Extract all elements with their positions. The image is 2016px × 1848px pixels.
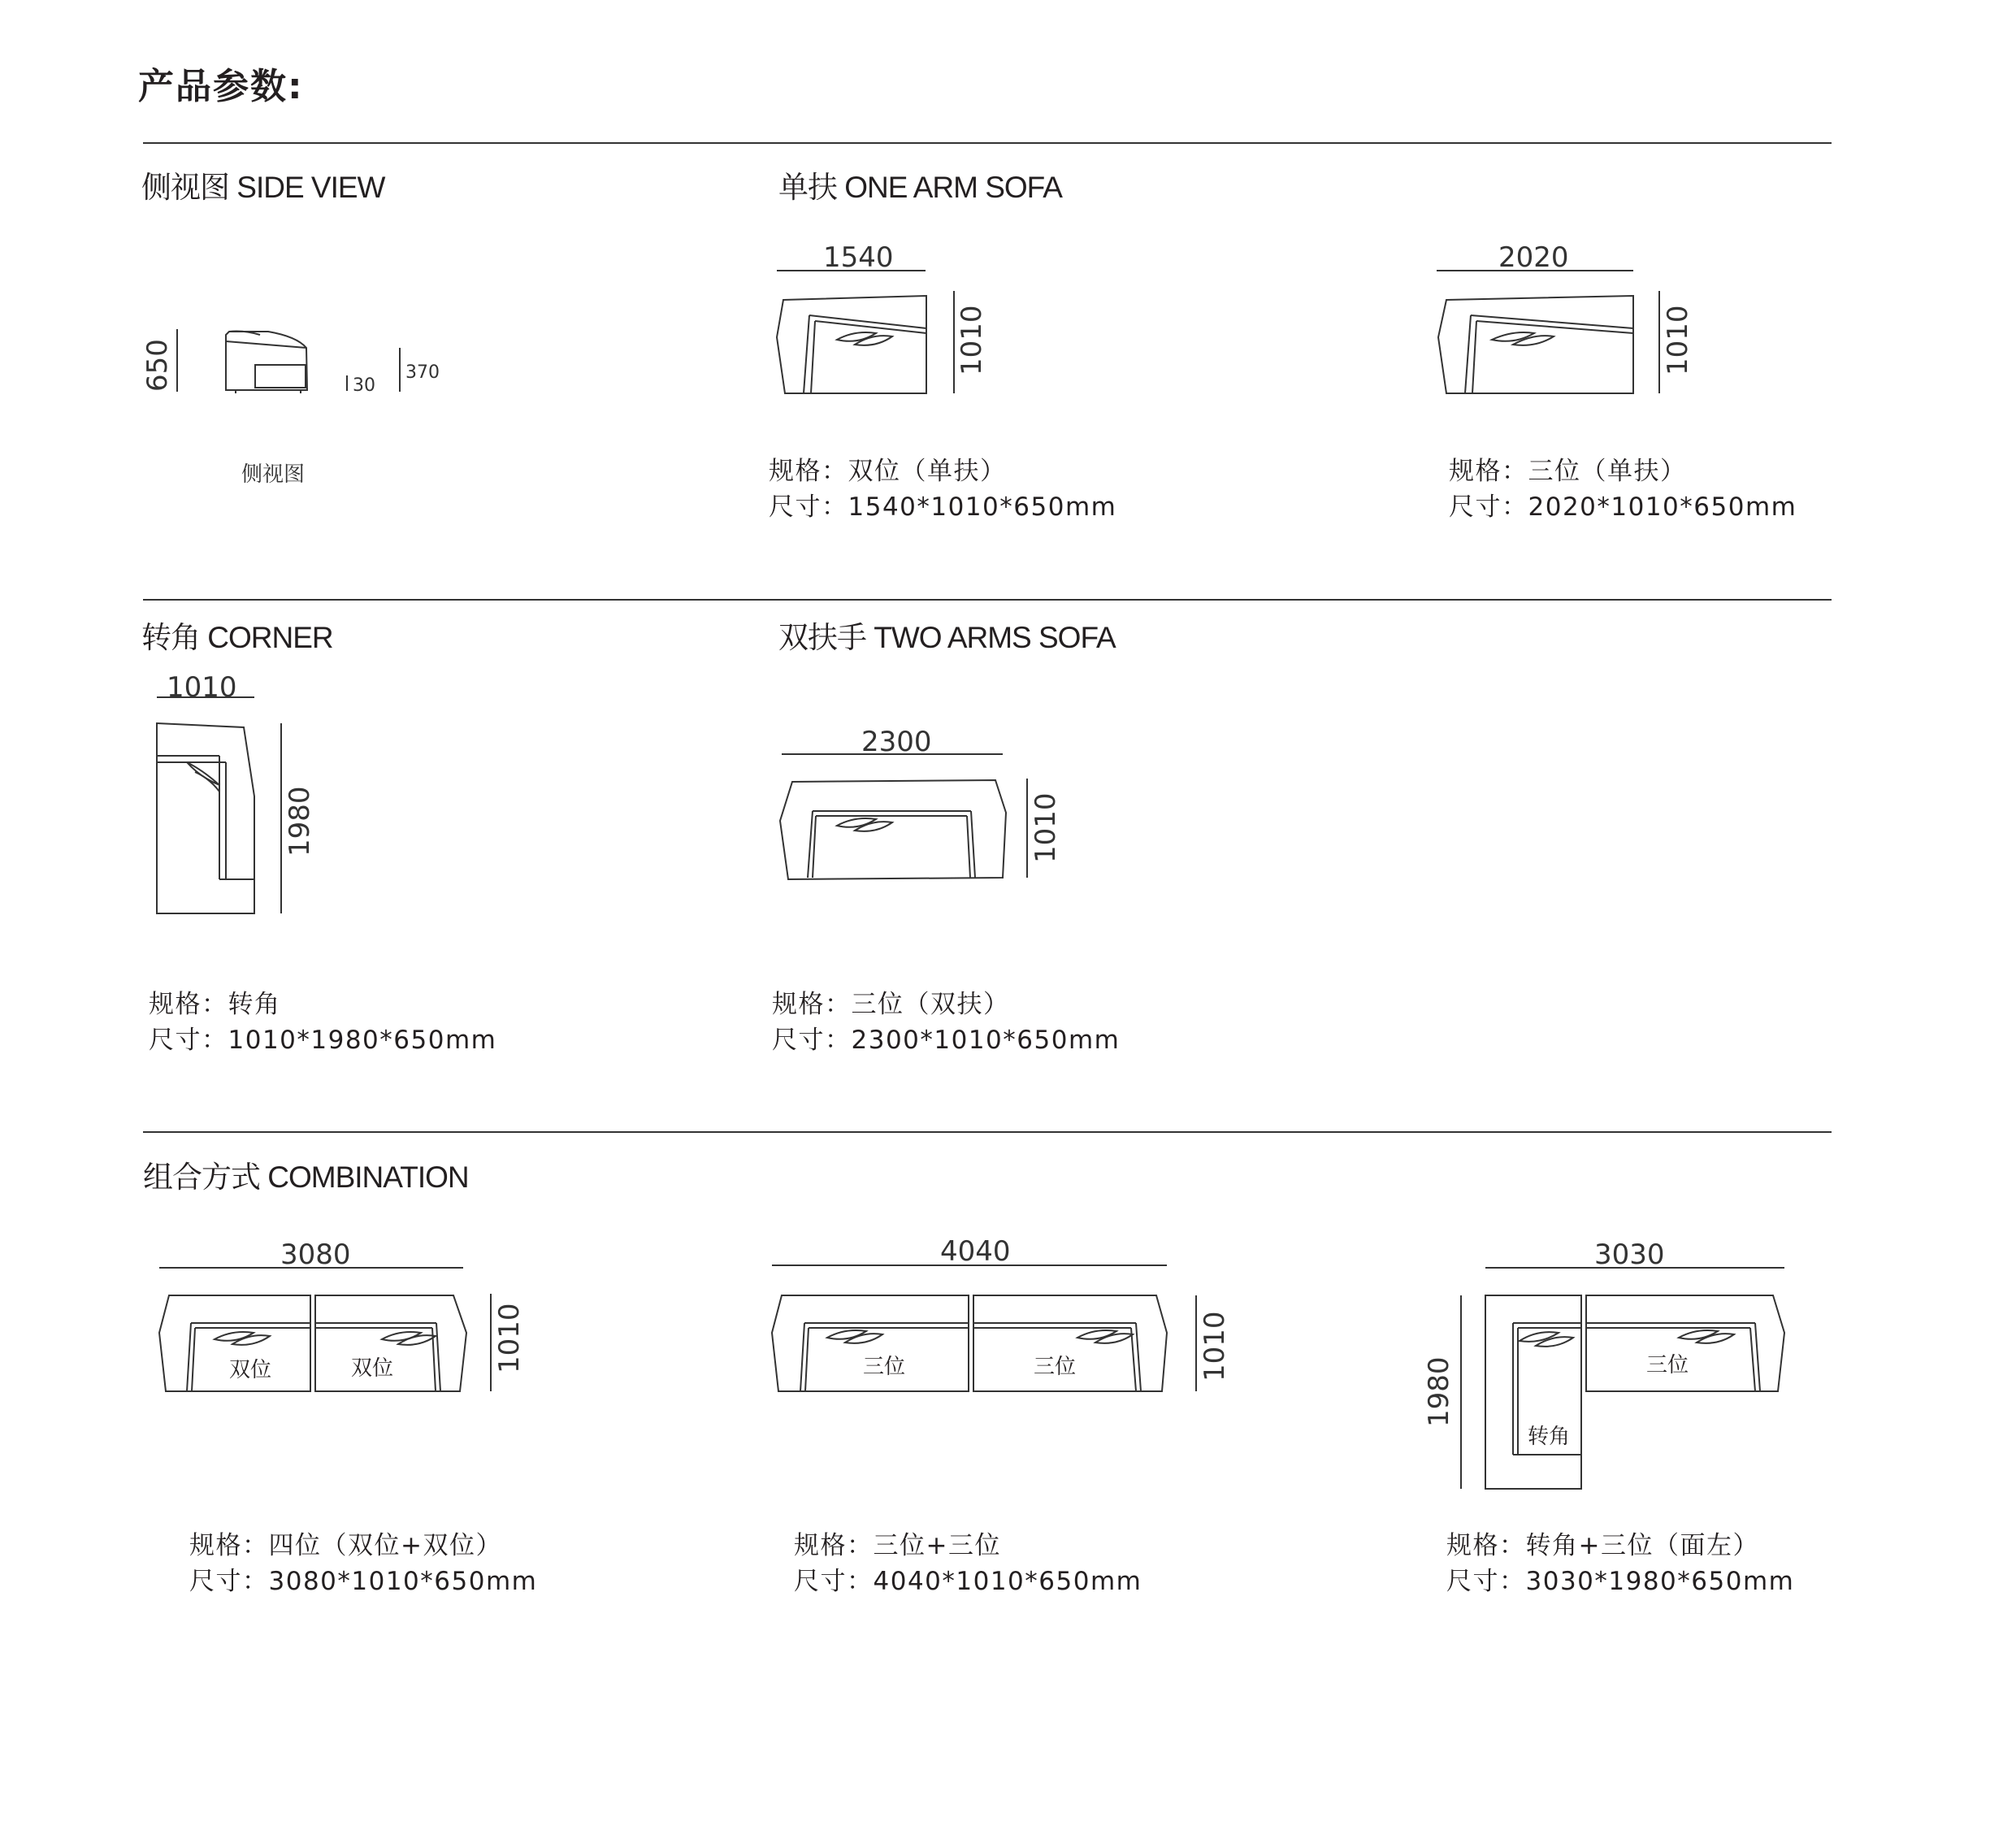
corner-title: 转角 CORNER: [141, 621, 333, 654]
side-view-caption: 侧视图: [241, 462, 306, 487]
spec-label: 规格：转角: [149, 990, 281, 1019]
side-height-dim: 650: [141, 339, 174, 392]
size-label: 尺寸：1010*1980*650mm: [149, 1026, 497, 1055]
depth-dim: 1010: [1199, 1311, 1231, 1382]
width-dim: 2020: [1498, 241, 1569, 274]
width-dim: 2300: [861, 726, 932, 758]
width-dim: 3030: [1594, 1239, 1665, 1271]
depth-dim: 1010: [1030, 792, 1062, 863]
two-arms-title: 双扶手 TWO ARMS SOFA: [778, 621, 1116, 654]
spec-label: 规格：四位（双位+双位）: [189, 1531, 502, 1560]
spec-label: 规格：双位（单扶）: [769, 457, 1007, 486]
seat-label: 三位: [863, 1355, 906, 1379]
depth-dim: 1980: [284, 786, 316, 857]
depth-dim: 1010: [956, 305, 988, 375]
side-leg-dim: 30: [353, 375, 375, 396]
one-arm-title: 单扶 ONE ARM SOFA: [778, 171, 1062, 204]
combination-title: 组合方式 COMBINATION: [143, 1160, 469, 1194]
seat-label: 三位: [1646, 1353, 1689, 1377]
side-view-title: 侧视图 SIDE VIEW: [141, 171, 385, 204]
combo-2-drawing: [772, 1235, 1231, 1391]
side-view-drawing: [141, 329, 440, 396]
depth-dim: 1010: [493, 1303, 526, 1373]
size-label: 尺寸：3030*1980*650mm: [1446, 1567, 1795, 1596]
spec-label: 规格：三位（单扶）: [1449, 457, 1687, 486]
one-arm-2seat-drawing: [777, 241, 988, 393]
spec-label: 规格：转角+三位（面左）: [1446, 1531, 1759, 1560]
size-label: 尺寸：3080*1010*650mm: [189, 1567, 538, 1596]
width-dim: 1010: [167, 671, 237, 704]
spec-label: 规格：三位+三位: [794, 1531, 1001, 1560]
combo-3-drawing: [1423, 1239, 1784, 1489]
side-seat-dim: 370: [405, 362, 440, 383]
size-label: 尺寸：4040*1010*650mm: [794, 1567, 1142, 1596]
seat-label: 双位: [351, 1356, 394, 1381]
seat-label: 转角: [1528, 1425, 1571, 1449]
width-dim: 3080: [280, 1239, 351, 1271]
depth-dim: 1980: [1423, 1356, 1455, 1427]
depth-dim: 1010: [1662, 305, 1694, 375]
one-arm-3seat-drawing: [1437, 241, 1694, 393]
size-label: 尺寸：1540*1010*650mm: [769, 492, 1117, 522]
size-label: 尺寸：2020*1010*650mm: [1449, 492, 1797, 522]
spec-label: 规格：三位（双扶）: [772, 990, 1010, 1019]
seat-label: 三位: [1034, 1355, 1077, 1379]
corner-drawing: [157, 671, 316, 913]
combo-1-drawing: [159, 1239, 526, 1391]
page-title: 产品参数:: [138, 66, 304, 107]
seat-label: 双位: [229, 1358, 272, 1382]
width-dim: 4040: [940, 1235, 1011, 1268]
size-label: 尺寸：2300*1010*650mm: [772, 1026, 1121, 1055]
width-dim: 1540: [823, 241, 894, 274]
two-arms-drawing: [780, 726, 1062, 879]
